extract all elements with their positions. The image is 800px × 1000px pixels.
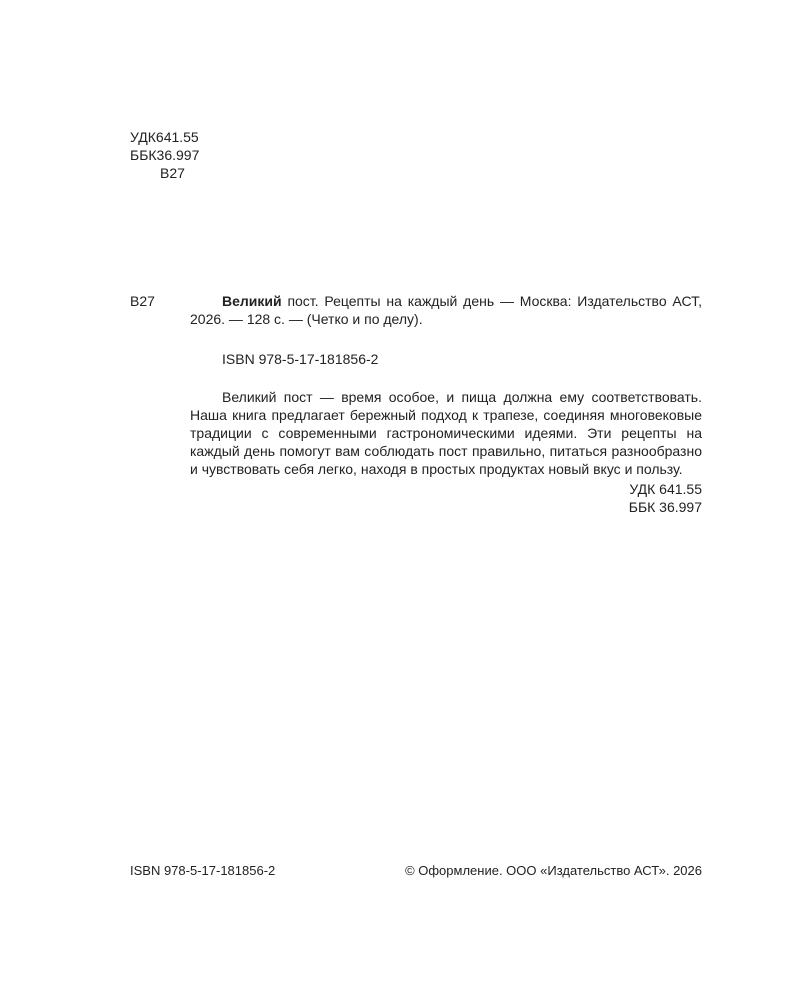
- bibliographic-entry: [190, 292, 702, 516]
- entry-isbn: ISBN 978-5-17-181856-2: [222, 351, 379, 367]
- bbk-code: ББК36.997: [130, 147, 200, 163]
- title-bold-word: Великий: [222, 293, 282, 309]
- classification-codes: [130, 128, 199, 182]
- bibliographic-title: [190, 292, 702, 328]
- footer-isbn: ISBN 978-5-17-181856-2: [130, 863, 276, 878]
- annotation-text: Великий пост — время особое, и пища должна ему соответствовать. Наша книга предлагает бережный подход к трапезе, соединяя многовековые традиции с современными гастрономическими идеями. Эти рецепты на каждый день помогут вам соблюдать пост правильно, питаться разнообразно и чувствовать себя легко, находя в простых продуктах новый вкус и пользу.: [190, 389, 702, 477]
- author-mark: В27: [160, 165, 185, 181]
- entry-udk: УДК 641.55: [629, 481, 702, 497]
- entry-codes: [190, 480, 702, 516]
- footer-copyright: © Оформление. ООО «Издательство АСТ». 2026: [405, 863, 702, 878]
- entry-author-mark: В27: [130, 293, 155, 309]
- entry-bbk: ББК 36.997: [628, 499, 702, 515]
- udk-code: УДК641.55: [130, 129, 199, 145]
- title-rest: пост. Рецепты на каждый день — Москва: Издательство АСТ, 2026. — 128 с. — (Четко и по делу).: [190, 293, 702, 327]
